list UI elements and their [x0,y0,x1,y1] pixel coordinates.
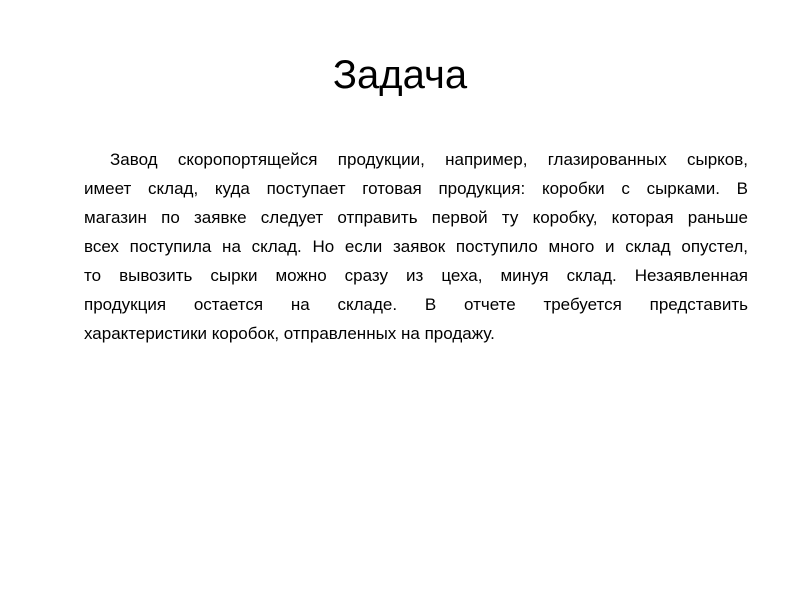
problem-text [84,145,748,348]
problem-text-line-5: то вывозить сырки можно сразу из цеха, минуя склад. Незаявленная [84,266,748,285]
problem-text-line-7: характеристики коробок, отправленных на продажу. [84,324,495,343]
problem-text-line-1: Завод скоропортящейся продукции, например, глазированных сырков, [110,150,748,169]
slide-title: Задача [332,53,468,97]
problem-text-line-2: имеет склад, куда поступает готовая продукция: коробки с сырками. В [84,179,748,198]
problem-text-line-4: всех поступила на склад. Но если заявок поступило много и склад опустел, [84,237,748,256]
problem-text-line-3: магазин по заявке следует отправить первой ту коробку, которая раньше [84,208,748,227]
problem-text-line-6: продукция остается на складе. В отчете требуется представить [84,295,748,314]
